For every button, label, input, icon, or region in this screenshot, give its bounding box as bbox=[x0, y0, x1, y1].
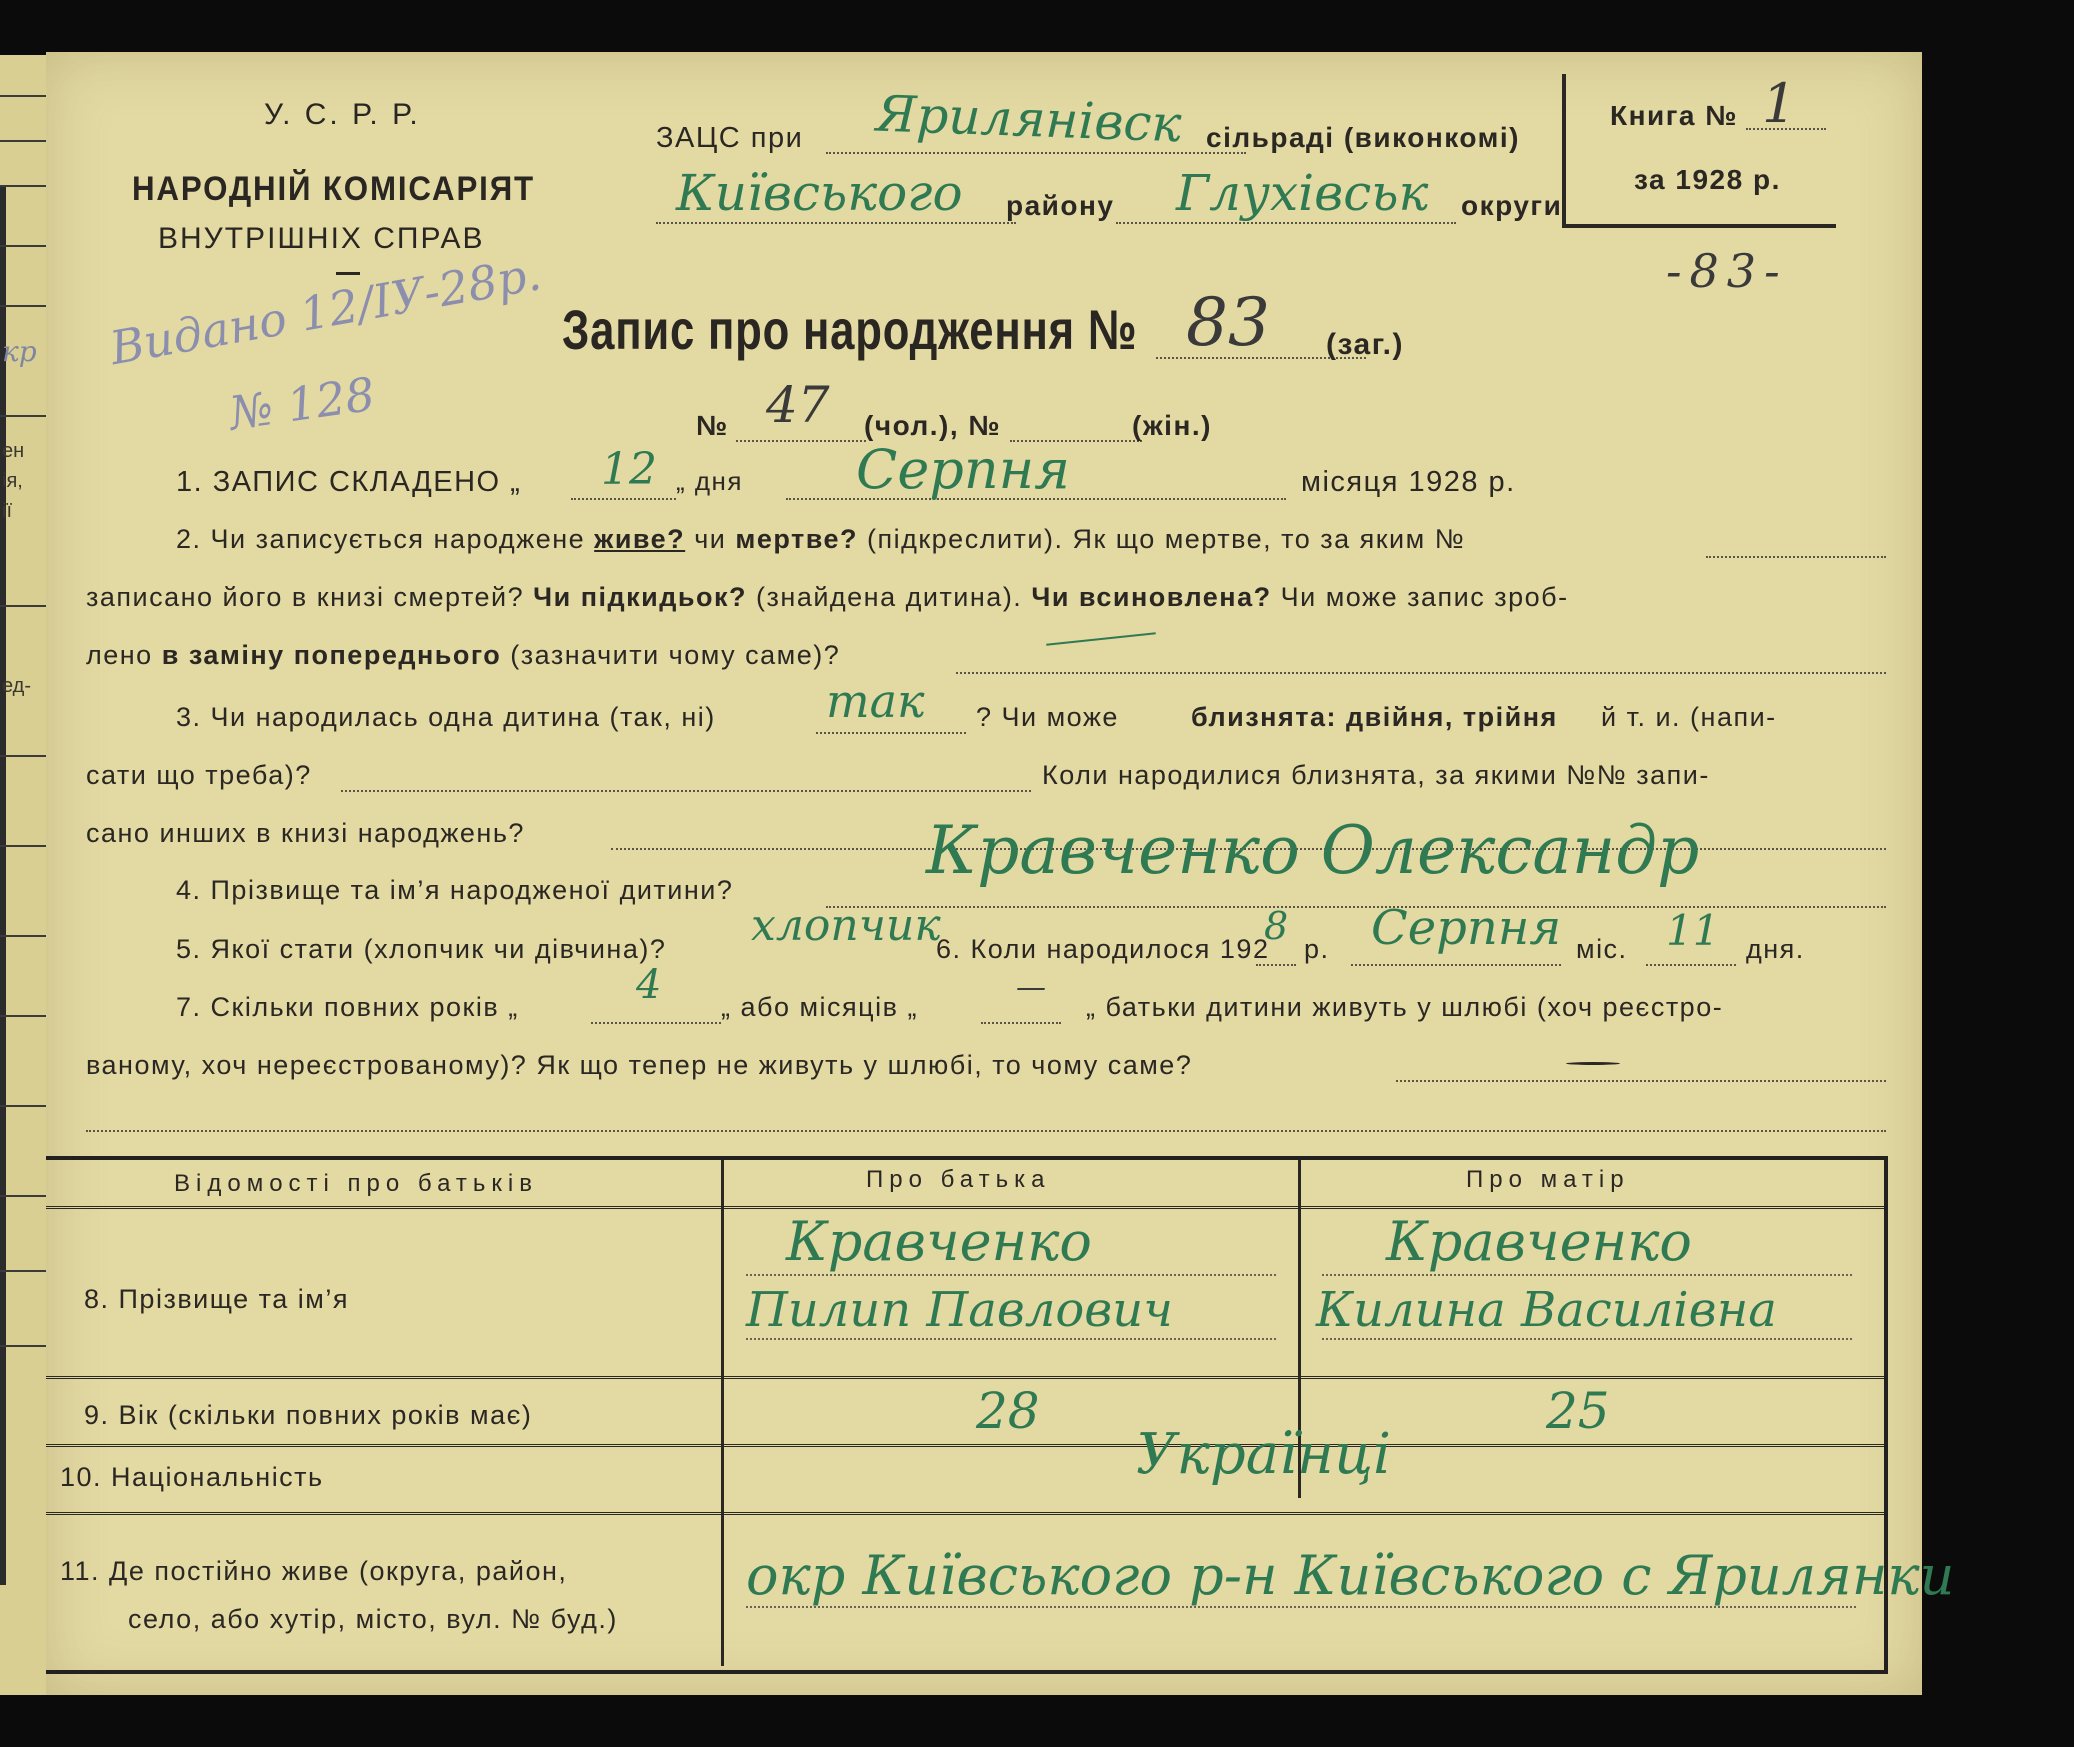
row8-father-dotted-line bbox=[746, 1338, 1276, 1340]
title-number-handwriting: 83 bbox=[1186, 284, 1270, 361]
f2-line3-dotted-line bbox=[956, 672, 1886, 674]
f4-dotted-line bbox=[826, 906, 1886, 908]
f3-line2-a: сати що треба)? bbox=[86, 760, 312, 790]
republic-header: У. С. Р. Р. bbox=[264, 98, 421, 131]
row11-label-line1: 11. Де постійно живе (округа, район, bbox=[60, 1556, 568, 1586]
f3-label: 3. Чи народилась одна дитина (так, ні) bbox=[176, 702, 716, 732]
f6-year-dotted-line bbox=[1256, 964, 1296, 966]
f2-death-number-dotted-line bbox=[1706, 556, 1886, 558]
table-header-mother: Про матір bbox=[1466, 1166, 1630, 1193]
book-year: за 1928 р. bbox=[1634, 164, 1781, 195]
row10-label: 10. Національність bbox=[60, 1462, 324, 1492]
f3-line2-b: Коли народилися близнята, за якими №№ запи- bbox=[1042, 760, 1710, 790]
row8-mother-dotted-line bbox=[1322, 1274, 1852, 1276]
f7-text-c: „ батьки дитини живуть у шлюбі (хоч реєстро- bbox=[1086, 992, 1724, 1022]
pencil-note-line1: Видано 12/ІУ-28р. bbox=[106, 246, 545, 376]
f2-line2-text-a: записано його в книзі смертей? bbox=[86, 582, 525, 612]
rayon-handwriting: Київського bbox=[676, 164, 963, 222]
row11-address-handwriting: окр Київського р-н Київського с Ярилянки bbox=[746, 1544, 1955, 1607]
f3-line2-dotted-line bbox=[341, 790, 1031, 792]
rayon-dotted-line bbox=[656, 222, 1016, 224]
f6-year-suffix: р. bbox=[1304, 934, 1330, 964]
row9-mother-age-handwriting: 25 bbox=[1546, 1382, 1610, 1440]
f7-months-handwriting: — bbox=[1016, 970, 1046, 1005]
f1-day-dotted-line bbox=[571, 498, 676, 500]
binder-fragment: ен bbox=[2, 440, 25, 462]
f2-dash-mark bbox=[1046, 632, 1156, 645]
binder-rule bbox=[0, 305, 46, 307]
f7-label: 7. Скільки повних років „ bbox=[176, 992, 519, 1022]
binder-edge bbox=[0, 185, 6, 1585]
binder-rule bbox=[0, 1345, 46, 1347]
f6-month-handwriting: Серпня bbox=[1371, 900, 1562, 956]
row11-label-line2: село, або хутір, місто, вул. № буд.) bbox=[128, 1604, 618, 1634]
f1-month-handwriting: Серпня bbox=[856, 438, 1070, 501]
side-number-handwriting: -83- bbox=[1666, 244, 1788, 298]
row8-mother-name-handwriting: Килина Василівна bbox=[1316, 1282, 1777, 1338]
title-suffix: (заг.) bbox=[1326, 328, 1405, 361]
f6-label: 6. Коли народилося 192 bbox=[936, 934, 1270, 964]
row8-mother-dotted-line bbox=[1322, 1338, 1852, 1340]
num-prefix: № bbox=[696, 410, 729, 441]
binder-rule bbox=[0, 1270, 46, 1272]
commissariat-line2: ВНУТРІШНІХ СПРАВ bbox=[158, 222, 485, 255]
row8-father-surname-handwriting: Кравченко bbox=[786, 1210, 1092, 1273]
row10-nationality-handwriting: Українці bbox=[1136, 1422, 1391, 1487]
binder-rule bbox=[0, 185, 46, 187]
f7-line3-dotted-line bbox=[86, 1130, 1886, 1132]
binder-rule bbox=[0, 605, 46, 607]
f3-text-c: й т. и. (напи- bbox=[1601, 702, 1777, 732]
binder-handwriting: кр bbox=[2, 335, 37, 368]
f3-handwriting: так bbox=[826, 674, 925, 728]
silrad-label: сільраді (виконкомі) bbox=[1206, 122, 1520, 153]
f2-text-b: чи bbox=[694, 524, 727, 554]
header-divider bbox=[336, 272, 360, 275]
f6-day-dotted-line bbox=[1646, 964, 1736, 966]
row8-mother-surname-handwriting: Кравченко bbox=[1386, 1210, 1692, 1273]
f2-line2-text-c: Чи може запис зроб- bbox=[1280, 582, 1569, 612]
f2-adopted-question: Чи всиновлена? bbox=[1031, 582, 1272, 612]
zags-prefix: ЗАЦС при bbox=[656, 122, 804, 154]
f7-dash-mark bbox=[1566, 1062, 1620, 1065]
row9-father-age-handwriting: 28 bbox=[976, 1382, 1040, 1440]
binder-fragment: ед- bbox=[2, 675, 32, 697]
rayon-label: району bbox=[1006, 190, 1115, 221]
f7-line2-dotted-line bbox=[1396, 1080, 1886, 1082]
table-row-divider bbox=[46, 1512, 1884, 1518]
num-chol-handwriting: 47 bbox=[766, 376, 830, 434]
binder-strip bbox=[0, 55, 48, 1695]
f2-line3-text-a: лено bbox=[86, 640, 153, 670]
zags-handwriting: Ярилянівск bbox=[875, 84, 1183, 154]
f7-years-dotted-line bbox=[591, 1022, 721, 1024]
okruha-dotted-line bbox=[1116, 222, 1456, 224]
okruha-label: округи bbox=[1461, 190, 1563, 221]
f3-text-b: ? Чи може bbox=[976, 702, 1119, 732]
binder-rule bbox=[0, 845, 46, 847]
row8-label: 8. Прізвище та ім’я bbox=[84, 1284, 349, 1314]
f6-month-label: міс. bbox=[1576, 934, 1628, 964]
f1-month-label: місяця 1928 р. bbox=[1301, 466, 1516, 498]
f6-year-handwriting: 8 bbox=[1264, 904, 1289, 948]
binder-rule bbox=[0, 1015, 46, 1017]
f3-line3: сано инших в книзі народжень? bbox=[86, 818, 525, 848]
table-row-divider bbox=[46, 1444, 1884, 1450]
birth-record-form bbox=[46, 52, 1955, 1695]
f1-label: 1. ЗАПИС СКЛАДЕНО „ bbox=[176, 466, 522, 498]
f2-alive-option: живе? bbox=[594, 524, 686, 554]
f2-text-a: 2. Чи записується народжене bbox=[176, 524, 586, 554]
zhin-label: (жін.) bbox=[1132, 410, 1212, 441]
f5-handwriting: хлопчик bbox=[751, 900, 941, 951]
f2-line3 bbox=[86, 640, 840, 671]
commissariat-line1: НАРОДНІЙ КОМІСАРІЯТ bbox=[132, 170, 535, 208]
binder-rule bbox=[0, 1105, 46, 1107]
book-label: Книга № bbox=[1610, 100, 1738, 131]
binder-rule bbox=[0, 245, 46, 247]
f2-line3-text-b: (зазначити чому саме)? bbox=[510, 640, 841, 670]
f5-label: 5. Якої стати (хлопчик чи дівчина)? bbox=[176, 934, 667, 964]
f3-dotted-line bbox=[816, 732, 966, 734]
binder-rule bbox=[0, 415, 46, 417]
f2-line2-text-b: (знайдена дитина). bbox=[756, 582, 1023, 612]
binder-rule bbox=[0, 755, 46, 757]
binder-rule bbox=[0, 1195, 46, 1197]
record-title: Запис про народження № bbox=[562, 298, 1138, 361]
parents-table bbox=[46, 1156, 1955, 1674]
f7-months-label: „ або місяців „ bbox=[721, 992, 918, 1022]
row8-father-name-handwriting: Пилип Павлович bbox=[746, 1282, 1174, 1338]
f2-foundling-question: Чи підкидьок? bbox=[533, 582, 748, 612]
f4-handwriting: Кравченко Олександр bbox=[926, 812, 1700, 889]
okruha-handwriting: Глухівськ bbox=[1176, 164, 1429, 222]
f7-line2: ваному, хоч нереєстрованому)? Як що тепер не живуть у шлюбі, то чому саме? bbox=[86, 1050, 1193, 1080]
binder-rule bbox=[0, 95, 46, 97]
binder-fragment: ія, bbox=[2, 470, 23, 492]
zags-dotted-line bbox=[826, 152, 1246, 154]
table-column-divider bbox=[721, 1160, 724, 1666]
binder-rule bbox=[0, 935, 46, 937]
f6-day-handwriting: 11 bbox=[1666, 906, 1720, 955]
book-number-handwriting: 1 bbox=[1762, 72, 1797, 135]
f2-text-c: (підкреслити). Як що мертве, то за яким № bbox=[866, 524, 1466, 554]
pencil-note-line2: № 128 bbox=[226, 366, 379, 441]
f6-day-label: дня. bbox=[1746, 934, 1805, 964]
f2-replace-question: в заміну попереднього bbox=[161, 640, 502, 670]
row8-father-dotted-line bbox=[746, 1274, 1276, 1276]
f6-month-dotted-line bbox=[1351, 964, 1561, 966]
f2-dead-option: мертве? bbox=[735, 524, 858, 554]
binder-fragment: ії bbox=[2, 500, 12, 522]
f2-line2 bbox=[86, 582, 1569, 613]
f7-years-handwriting: 4 bbox=[636, 962, 662, 1008]
table-header-father: Про батька bbox=[866, 1166, 1051, 1193]
table-header-parents: Відомості про батьків bbox=[174, 1170, 538, 1197]
f4-label: 4. Прізвище та ім’я народженої дитини? bbox=[176, 875, 734, 905]
binder-rule bbox=[0, 140, 46, 142]
row9-label: 9. Вік (скільки повних років має) bbox=[84, 1400, 533, 1430]
chol-label: (чол.), № bbox=[864, 410, 1002, 441]
f1-day-label: „ дня bbox=[676, 466, 743, 496]
num-chol-dotted-line bbox=[736, 440, 866, 442]
f7-months-dotted-line bbox=[981, 1022, 1061, 1024]
f1-day-handwriting: 12 bbox=[601, 444, 657, 495]
f2-label bbox=[176, 524, 1465, 555]
f3-twins: близнята: двійня, трійня bbox=[1191, 702, 1558, 732]
